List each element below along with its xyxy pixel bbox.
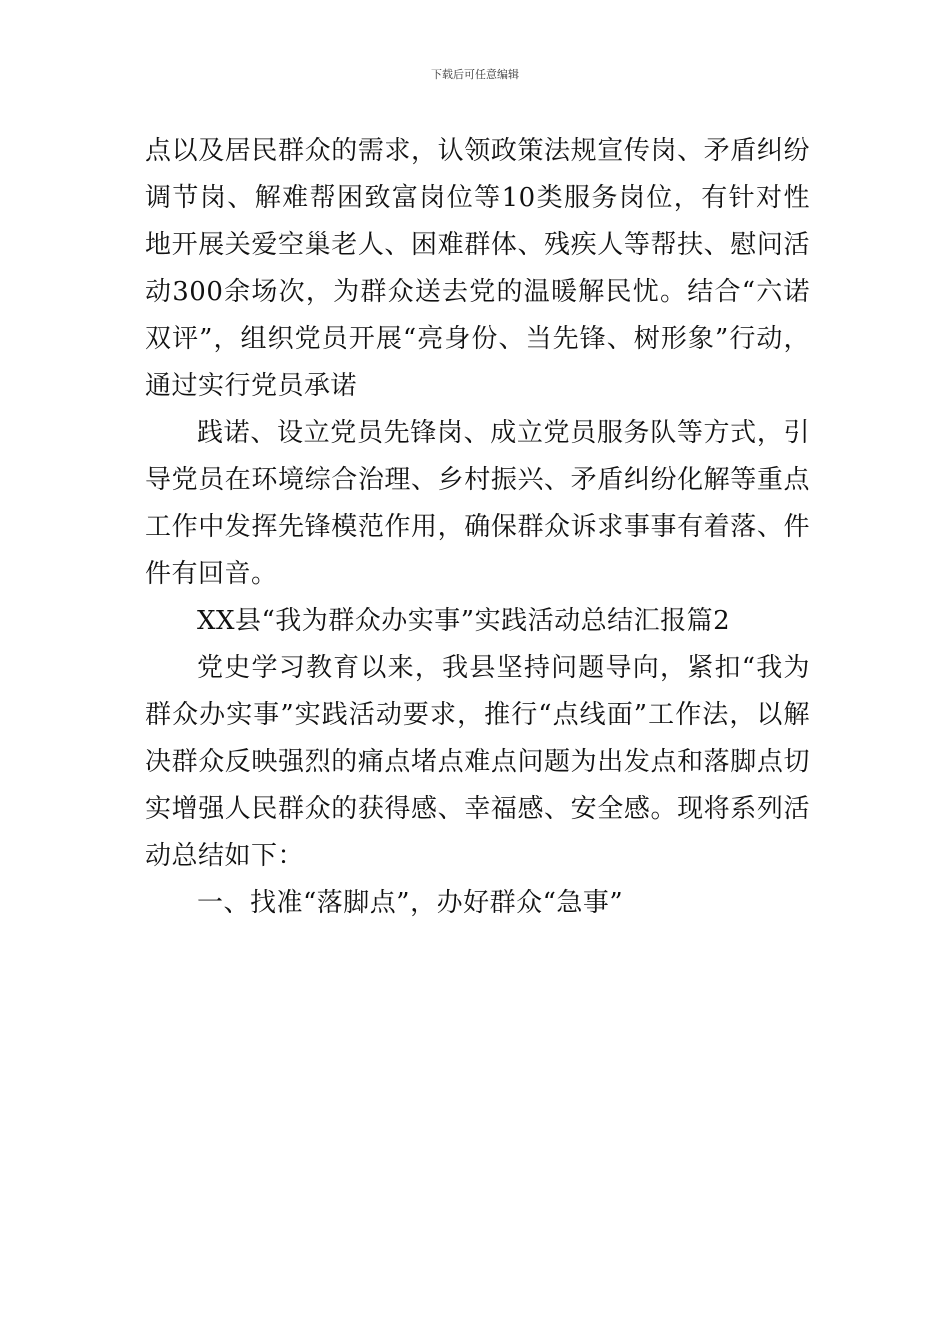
document-body — [145, 128, 810, 927]
paragraph-intro: 党史学习教育以来，我县坚持问题导向，紧扣“我为群众办实事”实践活动要求，推行“点线面”工作法，以解决群众反映强烈的痛点堵点难点问题为出发点和落脚点切实增强人民群众的获得感、幸福感、安全感。现将系列活动总结如下： — [145, 653, 810, 871]
paragraph-continuation: 点以及居民群众的需求，认领政策法规宣传岗、矛盾纠纷调节岗、解难帮困致富岗位等10类服务岗位，有针对性地开展关爱空巢老人、困难群体、残疾人等帮扶、慰问活动300余场次，为群众送去党的温暖解民忧。结合“六诺双评”，组织党员开展“亮身份、当先锋、树形象”行动，通过实行党员承诺 — [145, 136, 810, 401]
section-title: XX县“我为群众办实事”实践活动总结汇报篇2 — [197, 606, 731, 636]
paragraph-party-pledge: 践诺、设立党员先锋岗、成立党员服务队等方式，引导党员在环境综合治理、乡村振兴、矛盾纠纷化解等重点工作中发挥先锋模范作用，确保群众诉求事事有着落、件件有回音。 — [145, 418, 810, 589]
section-heading-1: 一、找准“落脚点”，办好群众“急事” — [197, 888, 624, 918]
page-header-note: 下载后可任意编辑 — [431, 68, 519, 81]
